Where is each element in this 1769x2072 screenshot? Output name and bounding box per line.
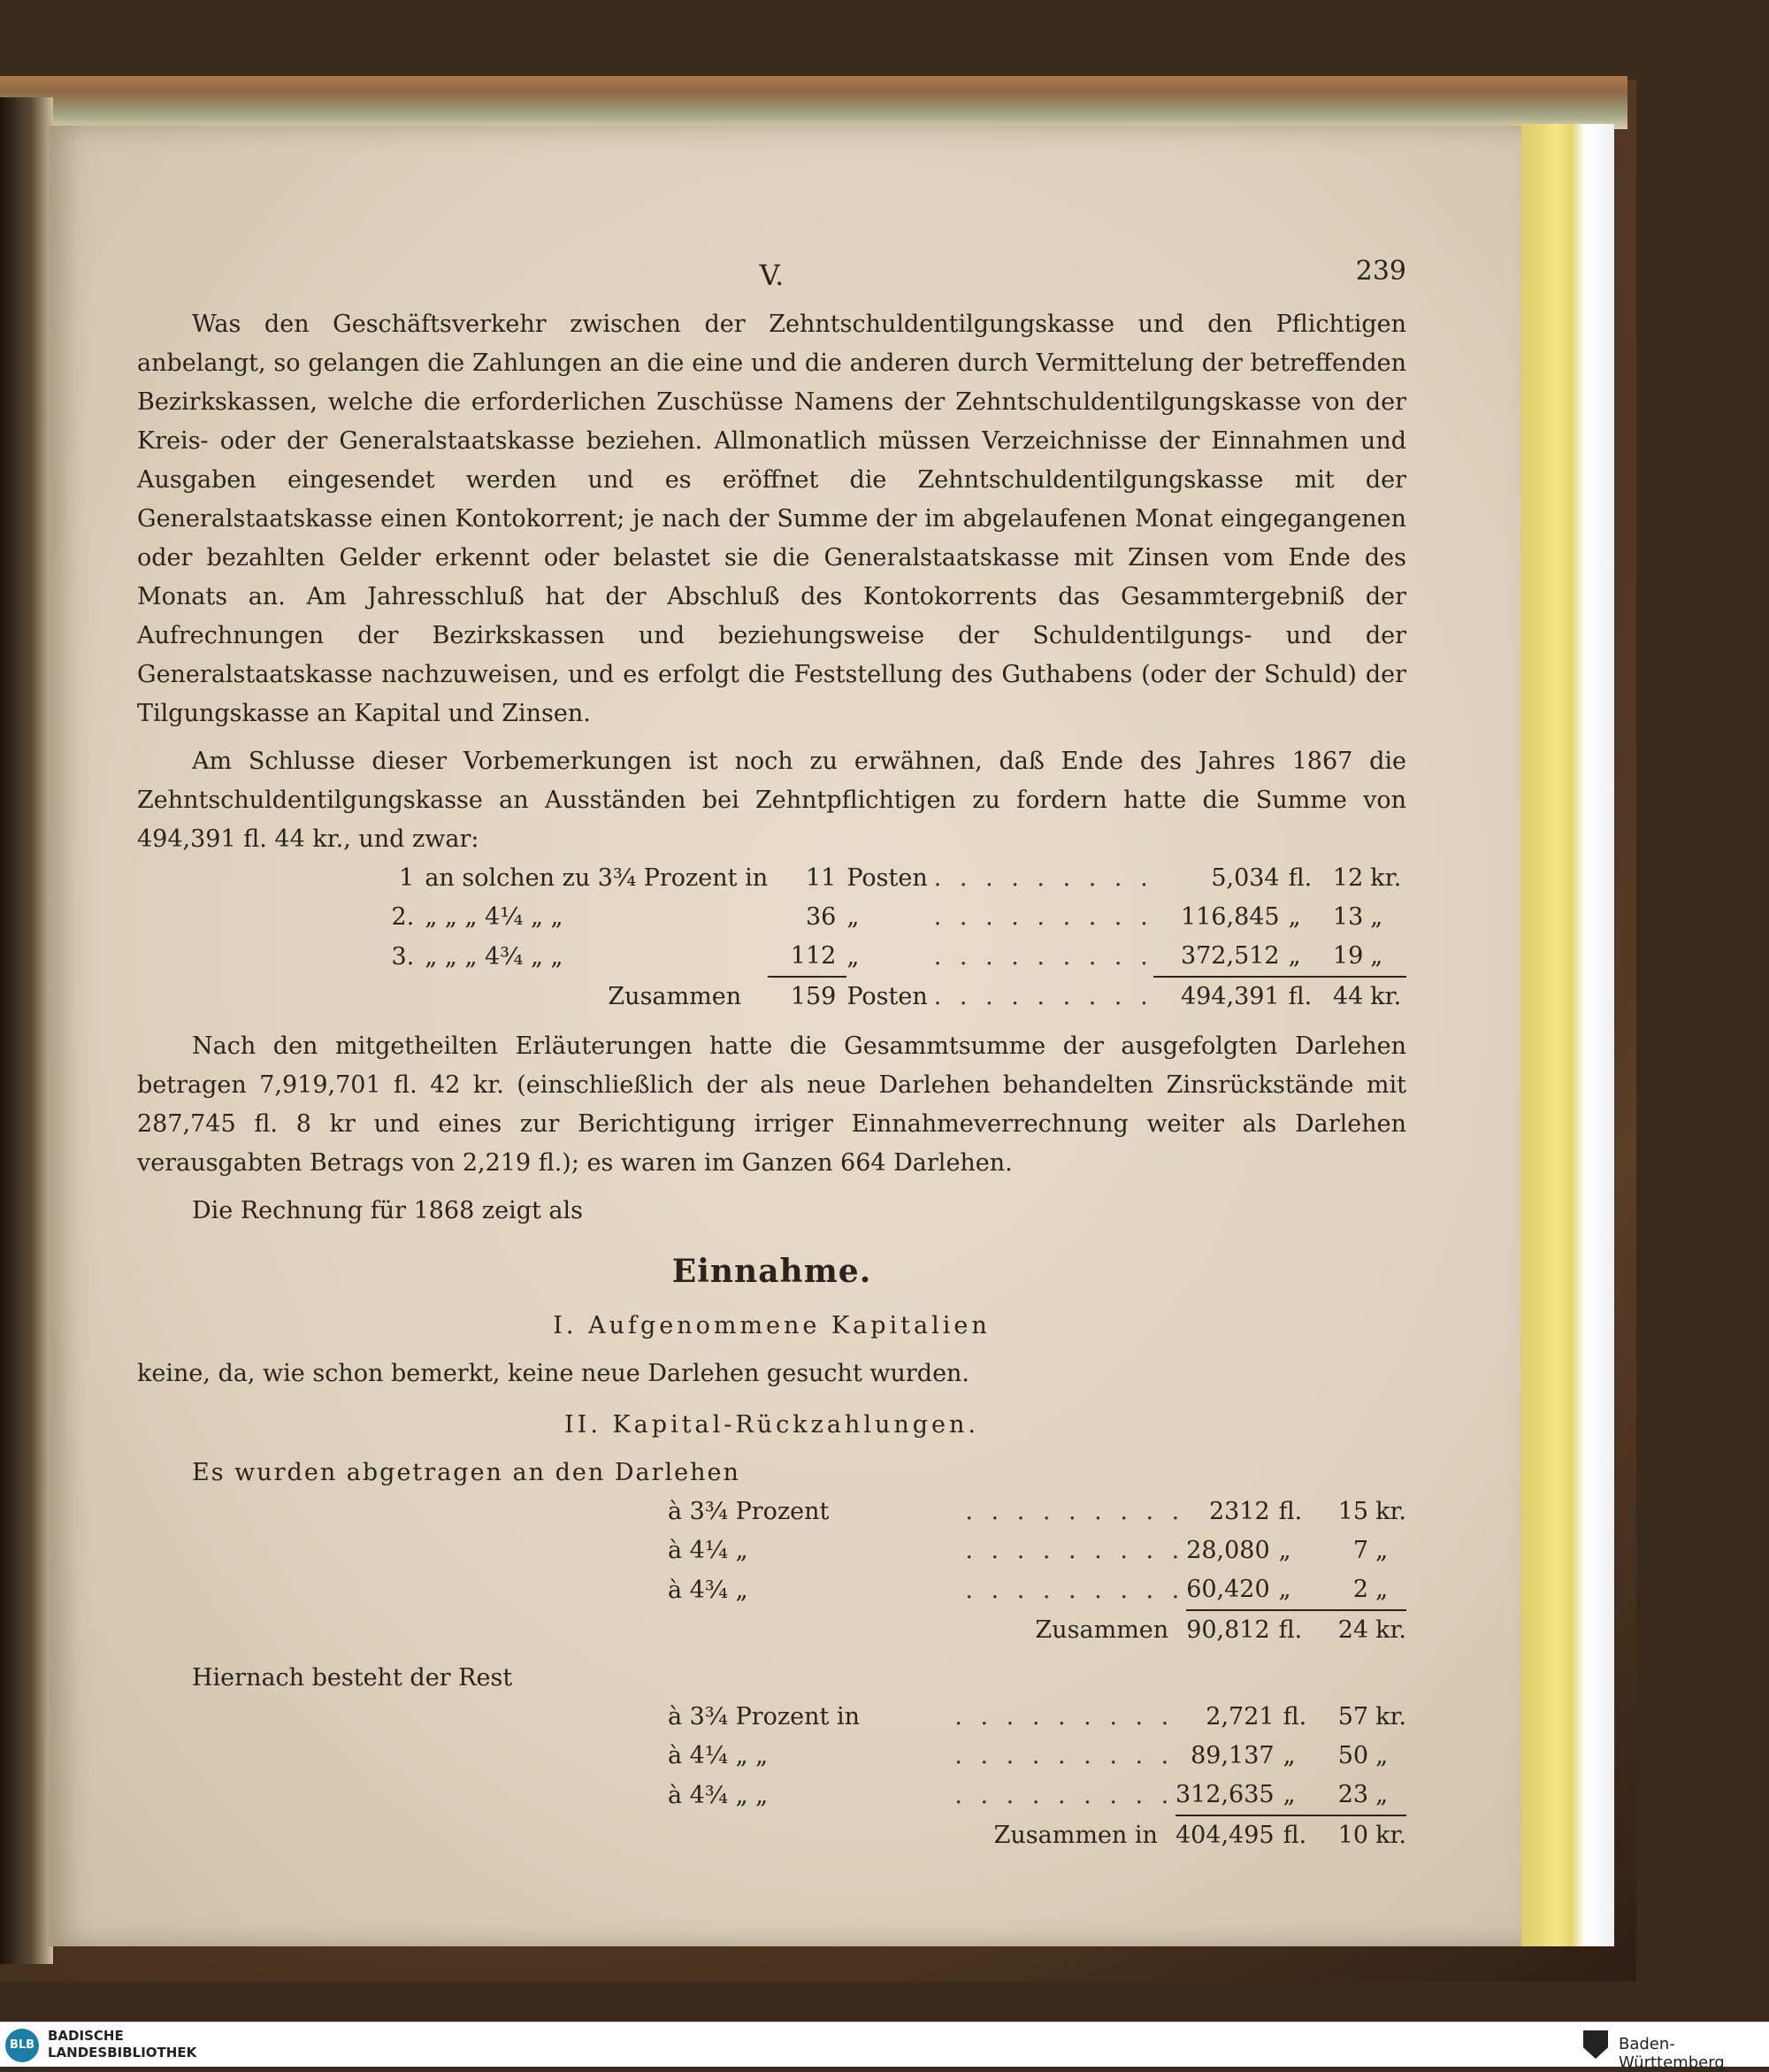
section1-heading: I. Aufgenommene Kapitalien bbox=[553, 1312, 991, 1339]
row-fl: 89,137 bbox=[1191, 1742, 1275, 1769]
section2-intro: Es wurden abgetragen an den Darlehen bbox=[192, 1459, 740, 1486]
repayments-table bbox=[137, 1493, 1406, 1650]
row-rate: à 4¼ „ bbox=[668, 1537, 748, 1564]
row-fl: 2312 bbox=[1208, 1498, 1270, 1525]
total-dots: . . . . . . . . . bbox=[933, 983, 1153, 1010]
total-fl: 90,812 bbox=[1186, 1610, 1269, 1650]
running-head bbox=[137, 252, 1406, 296]
total-label: Zusammen bbox=[608, 983, 742, 1010]
table-row bbox=[137, 1737, 1406, 1776]
row-fl-label: fl. bbox=[1283, 1703, 1307, 1731]
row-kr-label: „ bbox=[1375, 1576, 1389, 1603]
table-row bbox=[137, 937, 1406, 977]
table-total-row bbox=[137, 977, 1406, 1017]
row-dots: . . . . . . . . . bbox=[954, 1742, 1175, 1769]
row-fl-label: fl. bbox=[1288, 864, 1313, 892]
row-kr: 57 bbox=[1337, 1703, 1369, 1731]
total-label: Zusammen in bbox=[993, 1822, 1158, 1849]
spacer bbox=[137, 898, 383, 937]
row-number: 3. bbox=[391, 943, 415, 971]
spacer bbox=[137, 859, 383, 898]
row-fl-label: fl. bbox=[1278, 1498, 1303, 1525]
row-dots: . . . . . . . . . bbox=[933, 903, 1153, 931]
total-fl-label: fl. bbox=[1270, 1610, 1318, 1650]
total-kr: 10 bbox=[1320, 1815, 1368, 1855]
section3-intro: Hiernach besteht der Rest bbox=[192, 1664, 513, 1692]
row-kr-label: „ bbox=[1370, 942, 1383, 970]
spacer bbox=[137, 937, 383, 977]
blb-name[interactable] bbox=[48, 2028, 196, 2061]
row-fl: 312,635 bbox=[1175, 1781, 1275, 1808]
row-kr: 23 bbox=[1337, 1781, 1369, 1808]
row-kr-label: „ bbox=[1375, 1781, 1389, 1808]
row-rate: à 4¾ „ „ bbox=[668, 1782, 769, 1809]
table-total-row bbox=[137, 1610, 1406, 1650]
table-total-row bbox=[137, 1815, 1406, 1855]
row-fl: 5,034 bbox=[1211, 864, 1280, 892]
row-kr: 13 bbox=[1332, 903, 1364, 931]
total-kr: 44 bbox=[1321, 977, 1363, 1017]
table-row bbox=[137, 859, 1406, 898]
row-fl: 28,080 bbox=[1186, 1537, 1270, 1564]
table-row bbox=[137, 898, 1406, 937]
total-fl-label: fl. bbox=[1280, 977, 1322, 1017]
row-fl: 2,721 bbox=[1206, 1703, 1275, 1731]
row-kr: 15 bbox=[1337, 1498, 1369, 1525]
spacer bbox=[383, 977, 425, 1017]
total-fl: 494,391 bbox=[1153, 977, 1280, 1017]
blb-line1: BADISCHE bbox=[48, 2028, 124, 2044]
table-row bbox=[137, 1776, 1406, 1815]
paragraph-business: Was den Geschäftsverkehr zwischen der Zehntschuldentilgungskasse und den Pflichtigen anbelangt, so gelangen die Zahlungen an die eine und die anderen durch Vermittelung der betreffenden Bezirkskassen, welche die erforderlichen Zuschüsse Namens der Zehntschuldentilgungskasse von der Kreis- oder der Generalstaatskasse beziehen. Allmonatlich müssen Verzeichnisse der Einnahmen und Ausgaben eingesendet werden und es eröffnet die Zehntschuldentilgungskasse mit der Generalstaatskasse einen Kontokorrent; je nach der Summe der im abgelaufenen Monat eingegangenen oder bezahlten Gelder erkennt oder belastet sie die Generalstaatskasse mit Zinsen vom Ende des Monats an. Am Jahresschluß hat der Abschluß des Kontokorrents das Gesammtergebniß der Aufrechnungen der Bezirkskassen und beziehungsweise der Schuldentilgungs- und der Generalstaatskasse nachzuweisen, und es erfolgt die Feststellung des Guthabens (oder der Schuld) der Tilgungskasse an Kapital und Zinsen. bbox=[137, 311, 1406, 727]
arrears-table bbox=[137, 859, 1406, 1017]
row-fl-label: „ bbox=[1278, 1576, 1291, 1603]
row-fl: 60,420 bbox=[1186, 1576, 1270, 1603]
row-rate: à 3¾ Prozent bbox=[668, 1498, 830, 1525]
row-unit: Posten bbox=[846, 864, 928, 892]
row-unit: „ bbox=[846, 943, 860, 971]
section1-text: keine, da, wie schon bemerkt, keine neue Darlehen gesucht wurden. bbox=[137, 1360, 970, 1387]
row-fl-label: „ bbox=[1278, 1537, 1291, 1564]
total-unit: Posten bbox=[846, 983, 928, 1010]
row-description: „ „ „ 4¾ „ „ bbox=[425, 943, 563, 971]
book-spine bbox=[0, 97, 53, 1964]
row-kr-label: kr. bbox=[1375, 1703, 1406, 1731]
page-edges bbox=[1508, 124, 1614, 1946]
row-kr-label: kr. bbox=[1370, 864, 1402, 892]
row-kr-label: „ bbox=[1375, 1537, 1389, 1564]
table-row bbox=[137, 1698, 1406, 1737]
row-posts: 36 bbox=[805, 903, 837, 931]
book-top-edge bbox=[0, 76, 1627, 129]
row-description: „ „ „ 4¼ „ „ bbox=[425, 903, 563, 931]
row-dots: . . . . . . . . . bbox=[965, 1498, 1185, 1525]
blb-line2: LANDESBIBLIOTHEK bbox=[48, 2045, 197, 2060]
row-kr: 7 bbox=[1352, 1537, 1369, 1564]
spacer bbox=[137, 977, 383, 1017]
section2-heading: II. Kapital-Rückzahlungen. bbox=[564, 1411, 979, 1439]
total-label: Zusammen bbox=[1035, 1616, 1169, 1644]
row-dots: . . . . . . . . . bbox=[933, 943, 1153, 971]
row-rate: à 4¾ „ bbox=[668, 1577, 748, 1604]
row-kr: 19 bbox=[1332, 942, 1364, 970]
total-kr-label: kr. bbox=[1368, 1610, 1406, 1650]
paragraph-arrears: Am Schlusse dieser Vorbemerkungen ist noch zu erwähnen, daß Ende des Jahres 1867 die Zehntschuldentilgungskasse an Ausständen bei Zehntpflichtigen zu fordern hatte die Summe von 494,391 fl. 44 kr., und zwar: bbox=[137, 748, 1406, 853]
row-kr: 12 bbox=[1332, 864, 1364, 892]
table-row bbox=[137, 1531, 1406, 1570]
row-fl-label: „ bbox=[1283, 1742, 1296, 1769]
paragraph-account: Die Rechnung für 1868 zeigt als bbox=[192, 1197, 584, 1224]
total-kr-label: kr. bbox=[1368, 1815, 1406, 1855]
row-kr: 2 bbox=[1352, 1576, 1369, 1603]
row-fl-label: „ bbox=[1288, 942, 1301, 970]
total-kr-label: kr. bbox=[1363, 977, 1406, 1017]
row-posts: 11 bbox=[805, 864, 837, 892]
row-fl: 372,512 bbox=[1180, 942, 1280, 970]
row-dots: . . . . . . . . . bbox=[933, 864, 1153, 892]
bw-coat-of-arms-icon bbox=[1583, 2030, 1608, 2059]
row-number: 1 bbox=[399, 864, 415, 892]
row-description: an solchen zu 3¾ Prozent in bbox=[425, 864, 769, 892]
blb-logo-icon[interactable]: BLB bbox=[5, 2029, 39, 2062]
row-fl-label: „ bbox=[1283, 1781, 1296, 1808]
row-kr-label: „ bbox=[1370, 903, 1383, 931]
row-fl-label: „ bbox=[1288, 903, 1301, 931]
row-dots: . . . . . . . . . bbox=[954, 1703, 1175, 1731]
total-posts: 159 bbox=[768, 977, 846, 1017]
row-posts: 112 bbox=[790, 942, 837, 970]
table-row bbox=[137, 1570, 1406, 1610]
paragraph-loans: Nach den mitgetheilten Erläuterungen hatte die Gesammtsumme der ausgefolgten Darlehen betragen 7,919,701 fl. 42 kr. (einschließlich der als neue Darlehen behandelten Zinsrückstände mit 287,745 fl. 8 kr und eines zur Berichtigung irriger Einnahmeverrechnung weiter als Darlehen verausgabten Betrags von 2,219 fl.); es waren im Ganzen 664 Darlehen. bbox=[137, 1032, 1406, 1177]
page-content bbox=[137, 252, 1406, 1855]
row-number: 2. bbox=[391, 903, 415, 931]
bw-label[interactable]: Baden-Württemberg bbox=[1619, 2035, 1725, 2072]
page-number: 239 bbox=[1355, 256, 1406, 287]
einnahme-heading: Einnahme. bbox=[671, 1253, 872, 1290]
row-kr-label: „ bbox=[1375, 1742, 1389, 1769]
table-row bbox=[137, 1493, 1406, 1531]
remainder-table bbox=[137, 1698, 1406, 1855]
total-fl-label: fl. bbox=[1275, 1815, 1320, 1855]
row-dots: . . . . . . . . . bbox=[965, 1577, 1185, 1604]
row-dots: . . . . . . . . . bbox=[954, 1782, 1175, 1809]
footer-bar bbox=[0, 2022, 1769, 2072]
total-fl: 404,495 bbox=[1176, 1815, 1275, 1855]
section-number: V. bbox=[759, 258, 785, 292]
total-kr: 24 bbox=[1317, 1610, 1368, 1650]
row-rate: à 3¾ Prozent in bbox=[668, 1703, 860, 1731]
row-unit: „ bbox=[846, 903, 860, 931]
row-fl: 116,845 bbox=[1180, 903, 1280, 931]
row-dots: . . . . . . . . . bbox=[965, 1537, 1185, 1564]
row-kr: 50 bbox=[1337, 1742, 1369, 1769]
row-kr-label: kr. bbox=[1375, 1498, 1406, 1525]
row-rate: à 4¼ „ „ bbox=[668, 1742, 769, 1769]
